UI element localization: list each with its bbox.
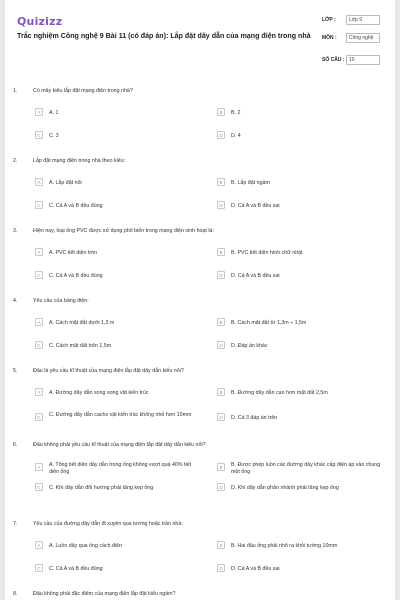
option-text: A. 1 [49,110,59,116]
option-text: B. Hai đầu ống phải nhô ra khỏi tường 10mm [231,543,338,549]
question-prompt: Yêu cầu của đường dây dẫn đi xuyên qua tường hoặc trần nhà: [33,521,183,527]
meta-panel [322,12,382,70]
option-letter-box: B [217,541,225,549]
question-prompt: Đâu không phải yêu cầu kĩ thuật của mạng điện lắp đặt dây dẫn kiểu nổi? [33,442,206,448]
page-title: Trắc nghiệm Công nghệ 9 Bài 11 (có đáp án): Lắp đặt dây dẫn của mạng điện trong nhà [17,32,311,40]
option-letter-box: C [35,201,43,209]
meta-value-box: Công nghệ [346,33,380,43]
option-letter-box: C [35,271,43,279]
option-letter-box: C [35,341,43,349]
option-letter-box: C [35,564,43,572]
meta-row-class [322,12,382,30]
option-letter-box: B [217,388,225,396]
question-number: 5. [13,368,18,374]
question-number: 6. [13,442,18,448]
question-number: 2. [13,158,18,164]
option-text: D. Cả A và B đều sai [231,273,280,279]
option-letter-box: A [35,388,43,396]
option-letter-box: A [35,541,43,549]
option-text: B. Được phép luồn các đường dây khác cấp điện áp vào chung một ống [231,462,381,475]
question-number: 7. [13,521,18,527]
meta-value-box: 10 [346,55,380,65]
option-text: A. Luồn dây qua ống cách điện [49,543,123,549]
option-letter-box: D [217,201,225,209]
question-number: 1. [13,88,18,94]
option-letter-box: A [35,248,43,256]
question-text [13,521,183,527]
option-text: C. Cả A và B đều đúng [49,273,103,279]
option-text: D. Cả 3 đáp án trên [231,415,278,421]
option-text: A. Cách mặt đất dưới 1,3 m [49,320,115,326]
meta-value-box: Lớp 9 [346,15,380,25]
option-letter-box: D [217,131,225,139]
option-letter-box: C [35,413,43,421]
option-letter-box: B [217,178,225,186]
option-text: B. PVC tiết diện hình chữ nhật [231,250,303,256]
question-prompt: Lắp đặt mạng điện trong nhà theo kiểu: [33,158,126,164]
meta-label: SỐ CÂU : [322,57,345,63]
option-text: D. 4 [231,133,241,139]
quizizz-logo: Quizizz [17,15,63,28]
question-text [13,368,184,374]
option-letter-box: A [35,318,43,326]
question-prompt: Đâu là yêu cầu kĩ thuật của mạng điện lắp đặt dây dẫn kiểu nổi? [33,368,184,374]
option-letter-box: D [217,413,225,421]
option-text: D. Cả A và B đều sai [231,203,280,209]
question-text [13,88,133,94]
option-letter-box: D [217,271,225,279]
question-number: 4. [13,298,18,304]
option-letter-box: B [217,108,225,116]
meta-row-count [322,52,382,70]
option-text: C. Khi dây dẫn đổi hướng phải tăng kẹp ống [49,485,154,491]
option-text: A. Tổng tiết diện dây dẫn trong ống không vượt quá 40% tiết diện ống [49,462,192,475]
option-letter-box: B [217,463,225,471]
question-text [13,158,125,164]
worksheet-page [5,0,395,600]
option-text: B. Lắp đặt ngầm [231,180,270,186]
option-text: A. Đường dây dẫn song song vật kiến trúc [49,390,149,396]
meta-label: MÔN : [322,35,337,41]
option-letter-box: C [35,131,43,139]
option-text: D. Đáp án khác [231,343,268,349]
option-letter-box: A [35,463,43,471]
question-prompt: Đâu không phải đặc điểm của mạng điện lắp đặt kiểu ngầm? [33,591,176,597]
option-text: B. Cách mặt đất từ 1,3m ÷ 1,5m [231,320,307,326]
option-text: C. Cả A và B đều đúng [49,203,103,209]
question-prompt: Có mấy kiểu lắp đặt mạng điện trong nhà? [33,88,133,94]
option-letter-box: A [35,108,43,116]
meta-row-subject [322,30,382,52]
option-text: A. PVC tiết diện tròn [49,250,97,256]
question-number: 3. [13,228,18,234]
option-letter-box: D [217,564,225,572]
option-text: B. Đường dây dẫn cao hơn mặt đất 2,5m [231,390,328,396]
option-text: C. 3 [49,133,59,139]
meta-label: LỚP : [322,17,336,23]
option-letter-box: B [217,318,225,326]
option-letter-box: A [35,178,43,186]
question-text [13,298,89,304]
question-number: 8. [13,591,18,597]
question-text [13,228,214,234]
question-prompt: Hiện nay, loại ống PVC được sử dụng phổ biến trong mạng điện sinh hoạt là: [33,228,214,234]
option-text: C. Cách mặt đất trên 1,5m [49,343,112,349]
option-text: C. Đường dây dẫn cachs vật kiến trúc không nhỏ hơn 10mm [49,412,192,418]
option-text: D. Cả A và B đều sai [231,566,280,572]
option-text: D. Khi dây dẫn phân nhánh phải tăng kẹp ống [231,485,339,491]
question-text [13,591,176,597]
option-text: A. Lắp đặt nổi [49,180,82,186]
option-letter-box: D [217,483,225,491]
question-text [13,442,206,448]
option-letter-box: C [35,483,43,491]
option-letter-box: D [217,341,225,349]
option-text: C. Cả A và B đều đúng [49,566,103,572]
question-prompt: Yêu cầu của bảng điện: [33,298,89,304]
option-letter-box: B [217,248,225,256]
option-text: B. 2 [231,110,241,116]
